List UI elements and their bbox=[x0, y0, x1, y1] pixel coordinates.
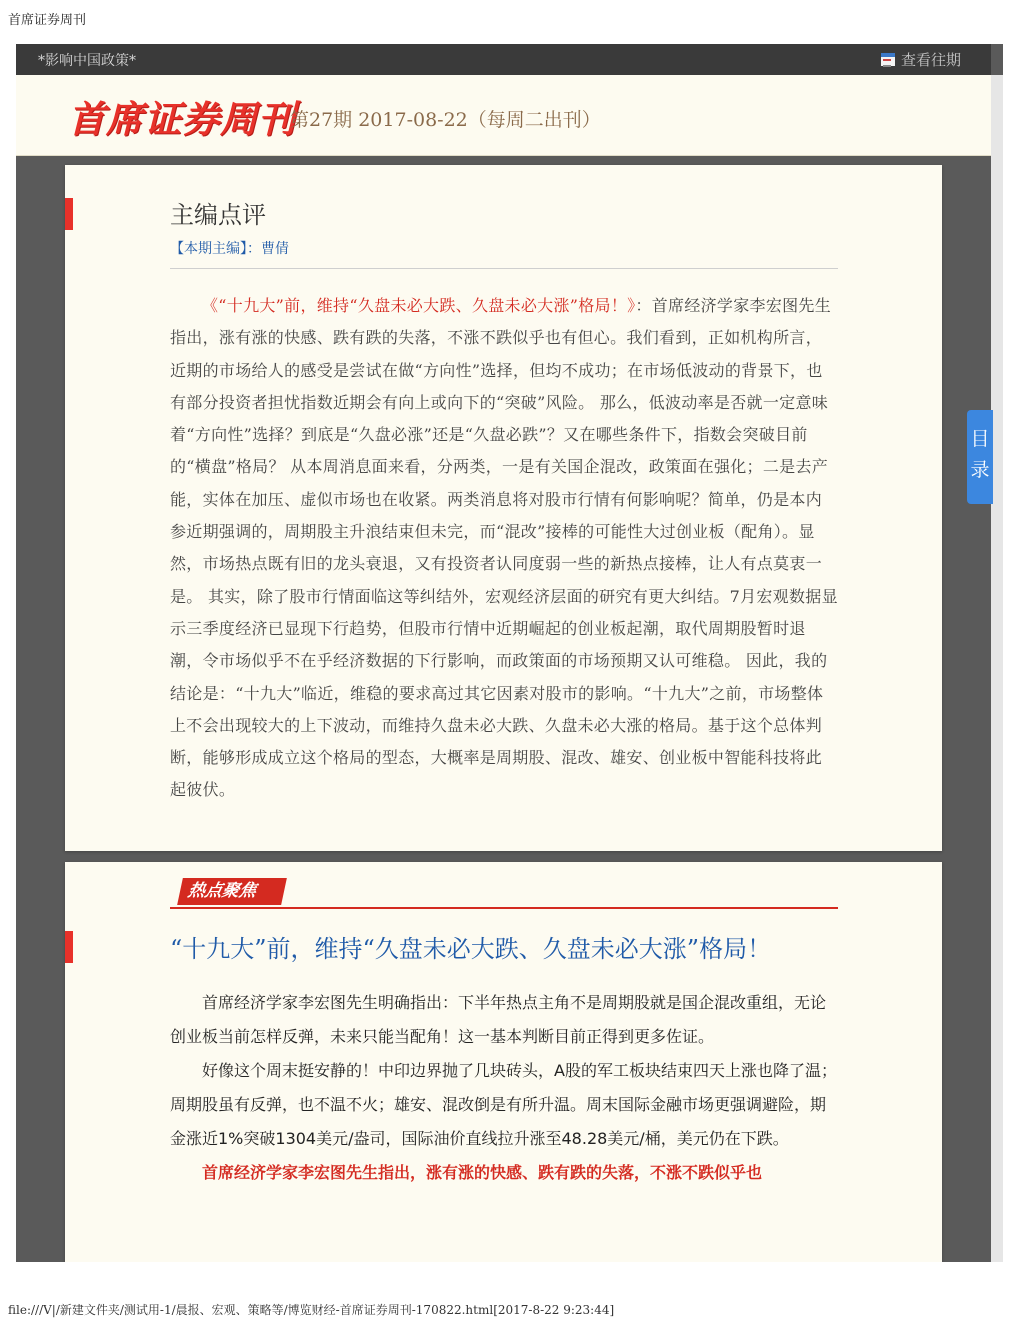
brand-logo: 首席证券周刊 bbox=[68, 98, 296, 141]
print-header-title: 首席证券周刊 bbox=[8, 13, 87, 28]
issue-info: 第27期 2017-08-22（每周二出刊） bbox=[290, 109, 601, 131]
divider bbox=[170, 268, 838, 269]
hot-focus-badge: 热点聚焦 bbox=[177, 878, 287, 905]
article-paragraph: 好像这个周末挺安静的！中印边界抛了几块砖头，A股的军工板块结束四天上涨也降了温；周期股虽有反弹，也不温不火；雄安、混改倒是有所升温。周末国际金融市场更强调避险，期金涨近1%突破1304美元/盎司，国际油价直线拉升涨至48.28美元/桶，美元仍在下跌。 bbox=[170, 1061, 837, 1148]
scrollbar[interactable] bbox=[991, 75, 1003, 1262]
slogan: *影响中国政策* bbox=[38, 53, 136, 69]
hot-focus-card bbox=[65, 862, 942, 1262]
article-title: “十九大”前，维持“久盘未必大跌、久盘未必大涨”格局！ bbox=[170, 935, 772, 963]
toc-tab[interactable] bbox=[967, 410, 993, 504]
editor-comment-card bbox=[65, 165, 942, 851]
hot-focus-rule bbox=[170, 907, 838, 909]
article-body bbox=[170, 986, 838, 1190]
editor-line bbox=[170, 238, 289, 258]
comment-text: ：首席经济学家李宏图先生指出，涨有涨的快感、跌有跌的失落，不涨不跌似乎也有但心。我们看到，正如机构所言，近期的市场给人的感受是尝试在做“方向性”选择，但均不成功；在市场低波动的背景下，也有部分投资者担忧指数近期会有向上或向下的“突破”风险。 那么，低波动率是否就一定意味着“方向性”选择？到底是“久盘必涨”还是“久盘必跌”？又在哪些条件下，指数会突破目前的“横盘”格局？ 从本周消息面来看，分两类，一是有关国企混改，政策面在强化；二是去产能，实体在加压、虚似市场也在收紧。两类消息将对股市行情有何影响呢？简单，仍是本内参近期强调的，周期股主升浪结束但未完，而“混改”接棒的可能性大过创业板（配角）。显然，市场热点既有旧的龙头衰退，又有投资者认同度弱一些的新热点接棒，让人有点莫衷一是。 其实，除了股市行情面临这等纠结外，宏观经济层面的研究有更大纠结。7月宏观数据显示三季度经济已显现下行趋势，但股市行情中近期崛起的创业板起潮，取代周期股暂时退潮，令市场似乎不在乎经济数据的下行影响，而政策面的市场预期又认可维稳。 因此，我的结论是：“十九大”临近，维稳的要求高过其它因素对股市的影响。“十九大”之前，市场整体上不会出现较大的上下波动，而维持久盘未必大跌、久盘未必大涨的格局。基于这个总体判断，能够形成成立这个格局的型态，大概率是周期股、混改、雄安、创业板中智能科技将此起彼伏。 bbox=[170, 296, 838, 800]
section-title: 主编点评 bbox=[170, 201, 266, 229]
editor-label: 【本期主编】： bbox=[170, 241, 261, 257]
comment-body bbox=[170, 290, 838, 807]
toc-label-1: 目 bbox=[970, 428, 990, 450]
comment-headline-link[interactable]: 《“十九大”前，维持“久盘未必大跌、久盘未必大涨”格局！》 bbox=[202, 296, 636, 315]
article-highlight: 首席经济学家李宏图先生指出，涨有涨的快感、跌有跌的失落，不涨不跌似乎也 bbox=[202, 1163, 763, 1182]
brand-bar bbox=[16, 75, 1003, 156]
editor-name: 曹倩 bbox=[261, 241, 289, 257]
section-marker bbox=[65, 198, 73, 230]
archive-label: 查看往期 bbox=[900, 51, 961, 69]
article-paragraph: 首席经济学家李宏图先生明确指出：下半年热点主角不是周期股就是国企混改重组，无论创业板当前怎样反弹，未来只能当配角！这一基本判断目前正得到更多佐证。 bbox=[170, 993, 827, 1046]
calendar-icon bbox=[881, 53, 895, 66]
toc-label-2: 录 bbox=[970, 459, 990, 481]
article-marker bbox=[65, 931, 73, 963]
page-frame bbox=[16, 44, 1003, 1262]
print-footer-path: file:///V|/新建文件夹/测试用-1/晨报、宏观、策略等/博览财经-首席证券周刊-170822.html[2017-8-22 9:23:44] bbox=[8, 1303, 615, 1317]
archive-link[interactable] bbox=[881, 49, 961, 70]
top-bar bbox=[16, 44, 991, 75]
